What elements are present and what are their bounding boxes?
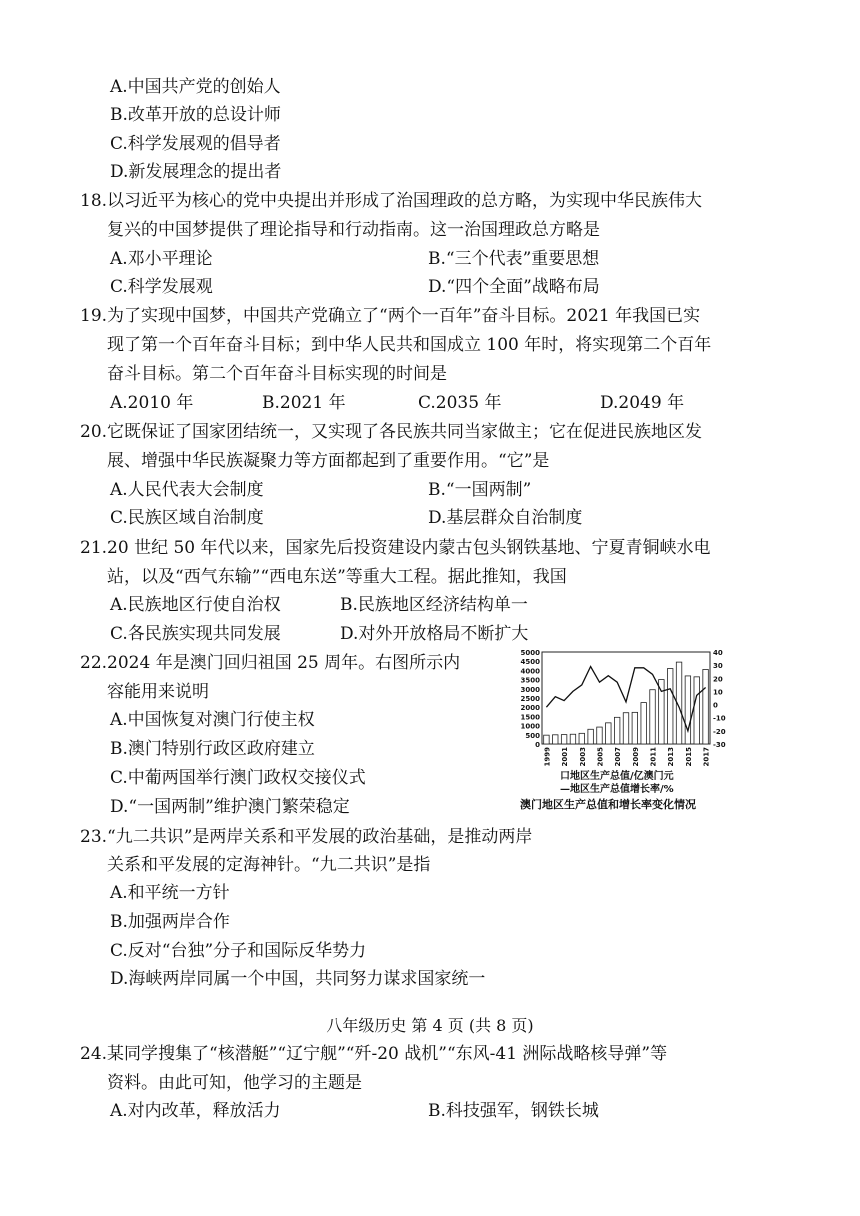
right-tick-label: 40 — [713, 649, 723, 657]
bar-2011 — [650, 690, 655, 744]
q20-option-a: A.人民代表大会制度 — [110, 480, 264, 500]
q23-stem-line2: 关系和平发展的定海神针。“九二共识”是指 — [107, 855, 431, 875]
bar-2001 — [561, 735, 566, 744]
x-tick-2009: 2009 — [631, 747, 640, 767]
left-tick-label: 2500 — [520, 695, 540, 703]
left-tick-label: 2000 — [520, 704, 540, 713]
bar-2016 — [694, 677, 699, 744]
q17-option-d: D.新发展理念的提出者 — [110, 162, 282, 182]
x-tick-2013: 2013 — [667, 747, 676, 767]
q20-option-b: B.“一国两制” — [428, 480, 532, 500]
chart-caption: 澳门地区生产总值和增长率变化情况 — [520, 798, 696, 811]
q21-option-a: A.民族地区行使自治权 — [110, 595, 281, 615]
page-footer: 八年级历史 第 4 页 (共 8 页) — [326, 1016, 534, 1035]
q19-option-c: C.2035 年 — [418, 393, 502, 413]
q23-option-d: D.海峡两岸同属一个中国，共同努力谋求国家统一 — [110, 969, 486, 989]
q19-stem-line2: 现了第一个百年奋斗目标；到中华人民共和国成立 100 年时，将实现第二个百年 — [107, 335, 712, 355]
bar-2009 — [632, 712, 637, 744]
bar-1999 — [544, 735, 549, 744]
q24-option-a: A.对内改革，释放活力 — [110, 1101, 281, 1121]
left-tick-label: 4000 — [520, 667, 540, 676]
q23-option-c: C.反对“台独”分子和国际反华势力 — [110, 941, 367, 961]
q22-option-a: A.中国恢复对澳门行使主权 — [110, 710, 315, 730]
left-tick-label: 5000 — [520, 649, 540, 657]
q24-stem-line2: 资料。由此可知，他学习的主题是 — [107, 1073, 362, 1093]
bar-2008 — [623, 713, 628, 744]
q19-stem-line3: 奋斗目标。第二个百年奋斗目标实现的时间是 — [107, 364, 447, 384]
q19-option-d: D.2049 年 — [600, 393, 685, 413]
left-tick-label: 3000 — [520, 685, 540, 694]
bar-2015 — [685, 676, 690, 744]
q19-option-a: A.2010 年 — [110, 393, 194, 413]
bar-2004 — [588, 729, 593, 744]
q18-stem-line2: 复兴的中国梦提供了理论指导和行动指南。这一治国理政总方略是 — [107, 220, 600, 240]
left-tick-label: 500 — [525, 731, 540, 740]
x-tick-2001: 2001 — [561, 747, 570, 767]
chart-legend-line: —地区生产总值增长率/% — [560, 784, 674, 795]
bar-2010 — [641, 703, 646, 744]
right-tick-label: 20 — [713, 675, 723, 684]
q22-stem-line1: 22.2024 年是澳门回归祖国 25 周年。右图所示内 — [80, 653, 461, 673]
bar-2005 — [597, 727, 602, 744]
x-tick-2015: 2015 — [684, 747, 693, 767]
q21-option-d: D.对外开放格局不断扩大 — [340, 624, 529, 644]
x-tick-2017: 2017 — [702, 747, 711, 767]
q22-option-b: B.澳门特别行政区政府建立 — [110, 739, 315, 759]
q21-option-b: B.民族地区经济结构单一 — [340, 595, 528, 615]
x-tick-2005: 2005 — [596, 747, 605, 767]
q18-stem-line1: 18.以习近平为核心的党中央提出并形成了治国理政的总方略，为实现中华民族伟大 — [80, 191, 703, 211]
q17-option-c: C.科学发展观的倡导者 — [110, 134, 281, 154]
q23-option-b: B.加强两岸合作 — [110, 912, 230, 932]
x-tick-2011: 2011 — [649, 747, 658, 767]
q20-stem-line1: 20.它既保证了国家团结统一，又实现了各民族共同当家做主；它在促进民族地区发 — [80, 422, 703, 442]
left-tick-label: 1000 — [520, 722, 540, 731]
bar-2000 — [553, 735, 558, 744]
q23-stem-line1: 23.“九二共识”是两岸关系和平发展的政治基础，是推动两岸 — [80, 827, 533, 847]
left-tick-label: 0 — [535, 741, 540, 749]
bar-2006 — [606, 723, 611, 744]
q19-stem-line1: 19.为了实现中国梦，中国共产党确立了“两个一百年”奋斗目标。2021 年我国已实 — [80, 306, 701, 326]
q24-stem-line1: 24.某同学搜集了“核潜艇”“辽宁舰”“歼-20 战机”“东风-41 洲际战略核导弹”等 — [80, 1044, 668, 1064]
bar-2002 — [570, 734, 575, 744]
q21-stem-line2: 站，以及“西气东输”“西电东送”等重大工程。据此推知，我国 — [107, 567, 567, 587]
q18-option-a: A.邓小平理论 — [110, 249, 213, 269]
x-tick-2003: 2003 — [578, 747, 587, 767]
x-tick-1999: 1999 — [543, 747, 552, 767]
bar-2003 — [579, 733, 584, 744]
right-tick-label: 0 — [713, 701, 718, 710]
q19-option-b: B.2021 年 — [262, 393, 346, 413]
right-tick-label: -20 — [713, 727, 726, 736]
chart-legend-bar: 口地区生产总值/亿澳门元 — [560, 771, 674, 782]
q24-option-b: B.科技强军，钢铁长城 — [428, 1101, 599, 1121]
left-tick-label: 4500 — [520, 658, 540, 667]
q22-stem-line2: 容能用来说明 — [107, 682, 209, 702]
left-tick-label: 1500 — [520, 713, 540, 722]
q17-option-a: A.中国共产党的创始人 — [110, 77, 281, 97]
q20-option-d: D.基层群众自治制度 — [428, 508, 583, 528]
q22-option-c: C.中葡两国举行澳门政权交接仪式 — [110, 768, 366, 788]
bar-2007 — [614, 717, 619, 744]
q20-option-c: C.民族区域自治制度 — [110, 508, 264, 528]
left-tick-label: 3500 — [520, 676, 540, 685]
q22-option-d: D.“一国两制”维护澳门繁荣稳定 — [110, 797, 350, 817]
right-tick-label: 10 — [713, 688, 723, 697]
q23-option-a: A.和平统一方针 — [110, 883, 230, 903]
bar-2012 — [659, 680, 664, 744]
right-tick-label: -10 — [713, 714, 726, 723]
right-tick-label: 30 — [713, 662, 723, 671]
right-tick-label: -30 — [713, 741, 726, 749]
bar-2013 — [667, 669, 672, 744]
q21-stem-line1: 21.20 世纪 50 年代以来，国家先后投资建设内蒙古包头钢铁基地、宁夏青铜峡水电 — [80, 538, 711, 558]
q17-option-b: B.改革开放的总设计师 — [110, 105, 281, 125]
q18-option-d: D.“四个全面”战略布局 — [428, 277, 600, 297]
x-tick-2007: 2007 — [614, 747, 623, 767]
q18-option-b: B.“三个代表”重要思想 — [428, 249, 600, 269]
bar-2017 — [703, 669, 708, 744]
q21-option-c: C.各民族实现共同发展 — [110, 624, 281, 644]
q18-option-c: C.科学发展观 — [110, 277, 213, 297]
q20-stem-line2: 展、增强中华民族凝聚力等方面都起到了重要作用。“它”是 — [107, 451, 550, 471]
